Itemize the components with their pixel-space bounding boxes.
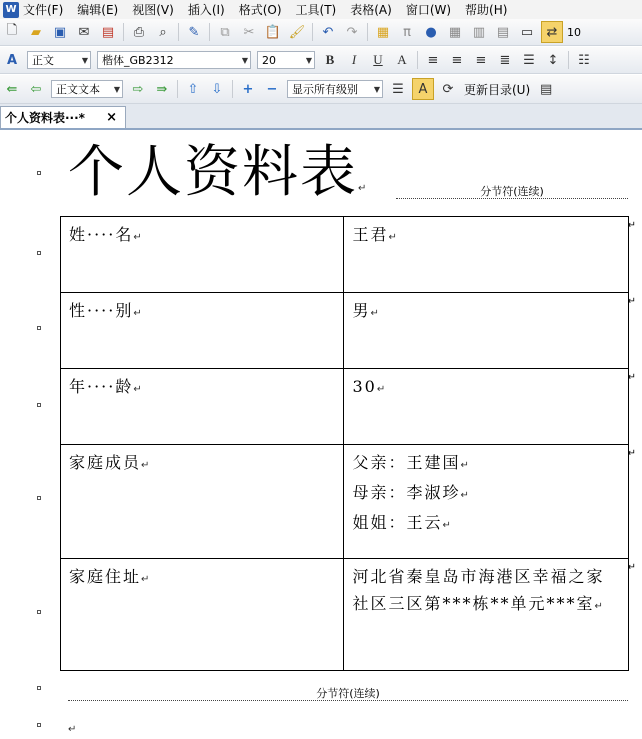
cell-text: 姐姐：王云 [352, 513, 443, 532]
table-row [61, 293, 629, 369]
table-cell-label[interactable] [61, 293, 344, 369]
close-icon[interactable]: × [106, 110, 117, 125]
table-row [61, 445, 629, 559]
section-break-label: 分节符(连续) [480, 185, 544, 198]
styles-icon[interactable]: A [6, 52, 18, 68]
toolbar-divider [367, 23, 368, 41]
return-mark: ↵ [141, 574, 152, 585]
return-mark: ↵ [376, 384, 388, 395]
style-select[interactable] [27, 51, 91, 69]
cell-text: 家庭成员 [69, 453, 142, 472]
document-tab[interactable] [0, 106, 126, 128]
table-cell-value[interactable] [344, 559, 629, 671]
save-icon[interactable]: ▣ [53, 24, 67, 40]
paste-icon[interactable]: 📋 [264, 24, 282, 40]
spellcheck-icon[interactable]: ✎ [188, 24, 200, 40]
font-size-select[interactable] [257, 51, 315, 69]
paragraph-marker [37, 251, 41, 255]
return-mark: ↵ [133, 384, 144, 395]
toc-icon[interactable]: ▤ [540, 81, 553, 97]
toolbar-divider [232, 80, 233, 98]
pdf-icon[interactable]: ▤ [101, 24, 115, 40]
paragraph-marker [37, 496, 41, 500]
spreadsheet-icon[interactable]: ▦ [376, 24, 390, 40]
mail-icon[interactable]: ✉ [78, 24, 90, 40]
font-select[interactable] [97, 51, 251, 69]
promote-to-heading-icon[interactable]: ⇚ [6, 81, 18, 97]
cell-text: 姓····名 [69, 225, 134, 244]
update-toc-button[interactable]: 更新目录(U) [464, 82, 531, 97]
track-changes-icon[interactable]: ⇄ [541, 21, 563, 43]
wps-logo-icon[interactable]: W [3, 2, 19, 18]
paragraph-marker [37, 723, 41, 727]
return-mark: ↵ [460, 460, 471, 471]
family-member-line [352, 509, 620, 539]
move-up-icon[interactable]: ⇧ [187, 81, 199, 97]
menu-window[interactable]: 窗口(W) [405, 3, 452, 17]
cell-text: 父亲：王建国 [352, 453, 461, 472]
return-mark: ↵ [442, 520, 453, 531]
return-mark: ↵ [133, 308, 144, 319]
update-toc-icon[interactable]: ⟳ [442, 81, 454, 97]
collapse-icon[interactable]: − [266, 81, 278, 97]
toolbar-divider [568, 51, 569, 69]
cut-icon[interactable]: ✂ [243, 24, 255, 40]
cell-text: 王君 [352, 225, 389, 244]
format-painter-icon[interactable]: 🖌 [288, 24, 306, 40]
outline-level-select[interactable] [51, 80, 123, 98]
table-cell-value[interactable] [344, 293, 629, 369]
toolbar-divider [209, 23, 210, 41]
outline-level-value: 正文文本 [56, 83, 100, 96]
return-mark: ↵ [358, 183, 369, 194]
paragraph-marker [37, 171, 41, 175]
table-cell-label[interactable] [61, 217, 344, 293]
table-row [61, 217, 629, 293]
section-break [396, 186, 628, 199]
align-right-icon[interactable]: ≡ [475, 52, 487, 68]
font-color-button[interactable]: A [397, 52, 407, 67]
bold-button[interactable]: B [325, 52, 335, 67]
show-levels-value: 显示所有级别 [292, 83, 358, 96]
section-break-label: 分节符(连续) [316, 687, 380, 700]
return-mark: ↵ [370, 308, 381, 319]
document-title[interactable] [68, 140, 368, 222]
document-title-text: 个人资料表 [68, 140, 358, 205]
sidebar-icon[interactable]: ▭ [520, 24, 534, 40]
document-tab-bar [0, 104, 642, 130]
table-cell-value[interactable] [344, 445, 629, 559]
move-down-icon[interactable]: ⇩ [211, 81, 223, 97]
chevron-down-icon: ▼ [373, 84, 380, 94]
table-row [61, 369, 629, 445]
menu-tools[interactable]: 工具(T) [295, 3, 337, 17]
zoom-value[interactable]: 10 [567, 25, 581, 39]
table-cell-label[interactable] [61, 559, 344, 671]
standard-toolbar [0, 19, 642, 46]
cell-text: 河北省秦皇岛市海港区幸福之家社区三区第***栋**单元***室 [352, 567, 605, 613]
underline-button[interactable]: U [373, 52, 383, 67]
section-break [68, 688, 628, 701]
document-tab-label: 个人资料表···* [5, 111, 85, 125]
formatting-toolbar [0, 47, 642, 74]
distributed-icon[interactable]: ☰ [523, 52, 535, 68]
chart-icon[interactable]: ▤ [496, 24, 510, 40]
open-folder-icon[interactable]: ▰ [31, 24, 41, 40]
show-first-line-icon[interactable]: ☰ [392, 81, 404, 97]
menu-edit[interactable]: 编辑(E) [77, 3, 119, 17]
table-cell-label[interactable] [61, 445, 344, 559]
formula-icon[interactable]: π [403, 24, 411, 40]
menu-help[interactable]: 帮助(H) [465, 3, 508, 17]
chevron-down-icon: ▼ [241, 55, 248, 65]
outline-toolbar [0, 75, 642, 104]
align-center-icon[interactable]: ≡ [451, 52, 463, 68]
cell-text: 30 [352, 377, 377, 396]
paragraph-marker [37, 610, 41, 614]
demote-to-body-icon[interactable]: ⇛ [156, 81, 168, 97]
cell-text: 家庭住址 [69, 567, 142, 586]
return-mark: ↵ [141, 460, 152, 471]
bullet-list-icon[interactable]: ☷ [578, 52, 590, 68]
return-mark: ↵ [460, 490, 471, 501]
return-mark: ↵ [388, 232, 399, 243]
show-levels-select[interactable] [287, 80, 383, 98]
menu-bar [0, 0, 642, 19]
row-end-mark: ↵ [627, 220, 636, 231]
toolbar-divider [178, 23, 179, 41]
row-end-mark: ↵ [627, 296, 636, 307]
document-canvas[interactable] [0, 130, 642, 739]
toolbar-divider [177, 80, 178, 98]
return-mark: ↵ [133, 232, 144, 243]
style-select-value: 正文 [32, 54, 54, 67]
chevron-down-icon: ▼ [113, 84, 120, 94]
family-member-line [352, 449, 620, 479]
undo-icon[interactable]: ↶ [322, 24, 334, 40]
show-formatting-icon[interactable]: A [412, 78, 434, 100]
menu-format[interactable]: 格式(O) [238, 3, 282, 17]
cell-text: 性····别 [69, 301, 134, 320]
new-doc-icon[interactable]: 🗋 [6, 23, 18, 38]
row-end-mark: ↵ [627, 562, 636, 573]
table-icon[interactable]: ▦ [448, 24, 462, 40]
demote-icon[interactable]: ⇨ [132, 81, 144, 97]
menu-insert[interactable]: 插入(I) [187, 3, 225, 17]
paragraph-marker [37, 686, 41, 690]
font-size-value: 20 [262, 53, 276, 67]
cell-text: 母亲：李淑珍 [352, 483, 461, 502]
print-icon[interactable]: ⎙ [133, 24, 145, 40]
table-cell-label[interactable] [61, 369, 344, 445]
paragraph-marker [37, 403, 41, 407]
expand-icon[interactable]: + [242, 81, 254, 97]
italic-button[interactable]: I [351, 52, 357, 67]
justify-icon[interactable]: ≣ [499, 52, 511, 68]
chevron-down-icon: ▼ [305, 55, 312, 65]
toolbar-divider [123, 23, 124, 41]
menu-view[interactable]: 视图(V) [132, 3, 174, 17]
chevron-down-icon: ▼ [81, 55, 88, 65]
table-cell-value[interactable] [344, 369, 629, 445]
table-row [61, 559, 629, 671]
return-mark: ↵ [68, 724, 77, 735]
cell-text: 年····龄 [69, 377, 134, 396]
row-end-mark: ↵ [627, 448, 636, 459]
toolbar-divider [312, 23, 313, 41]
paragraph-marker [37, 326, 41, 330]
toolbar-divider [417, 51, 418, 69]
columns-icon[interactable]: ▥ [472, 24, 486, 40]
line-spacing-icon[interactable]: ↕ [547, 52, 559, 68]
align-left-icon[interactable]: ≡ [427, 52, 439, 68]
return-mark: ↵ [594, 601, 605, 612]
personal-info-table [60, 216, 629, 671]
row-end-mark: ↵ [627, 372, 636, 383]
menu-file[interactable]: 文件(F) [23, 3, 64, 17]
promote-icon[interactable]: ⇦ [30, 81, 42, 97]
print-preview-icon[interactable]: ⌕ [159, 24, 167, 40]
copy-icon[interactable]: ⧉ [220, 24, 230, 40]
family-member-line [352, 479, 620, 509]
table-cell-value[interactable] [344, 217, 629, 293]
globe-icon[interactable]: ● [425, 24, 437, 40]
redo-icon[interactable]: ↷ [346, 24, 358, 40]
cell-text: 男 [352, 301, 371, 320]
font-select-value: 楷体_GB2312 [102, 54, 174, 67]
menu-table[interactable]: 表格(A) [350, 3, 392, 17]
